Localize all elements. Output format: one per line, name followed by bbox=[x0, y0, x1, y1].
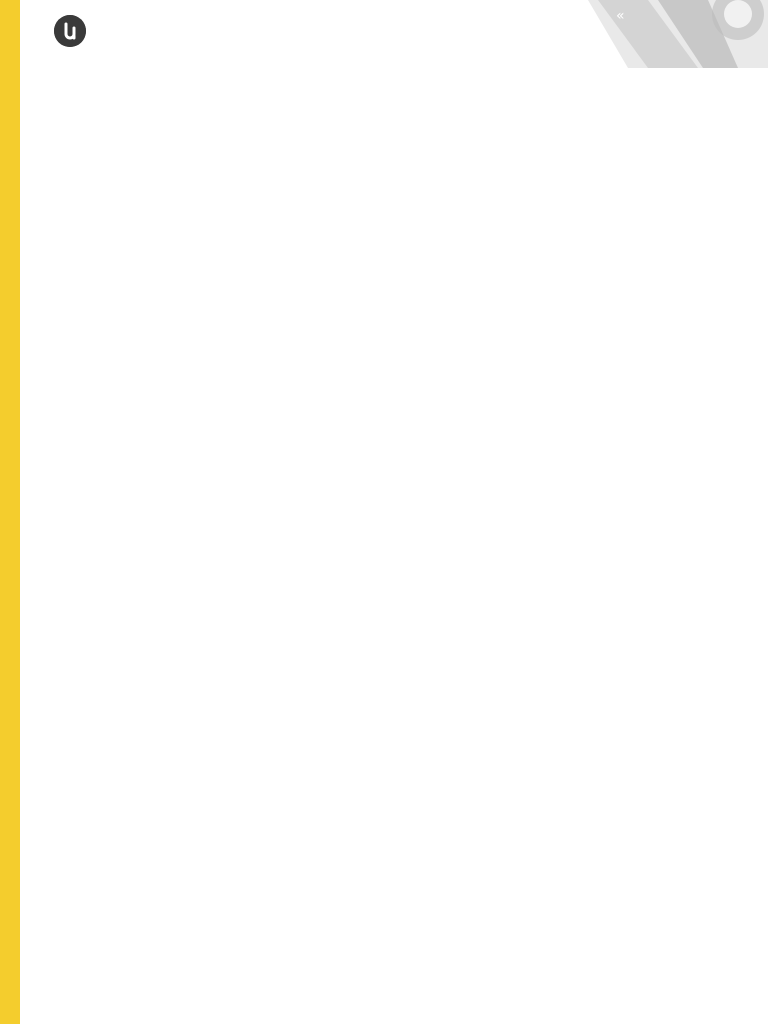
header-photo bbox=[588, 0, 768, 68]
left-accent-bar bbox=[0, 0, 20, 1024]
company-logo bbox=[54, 14, 92, 48]
svg-text:«: « bbox=[616, 8, 625, 24]
logo-mark-icon bbox=[54, 15, 86, 47]
